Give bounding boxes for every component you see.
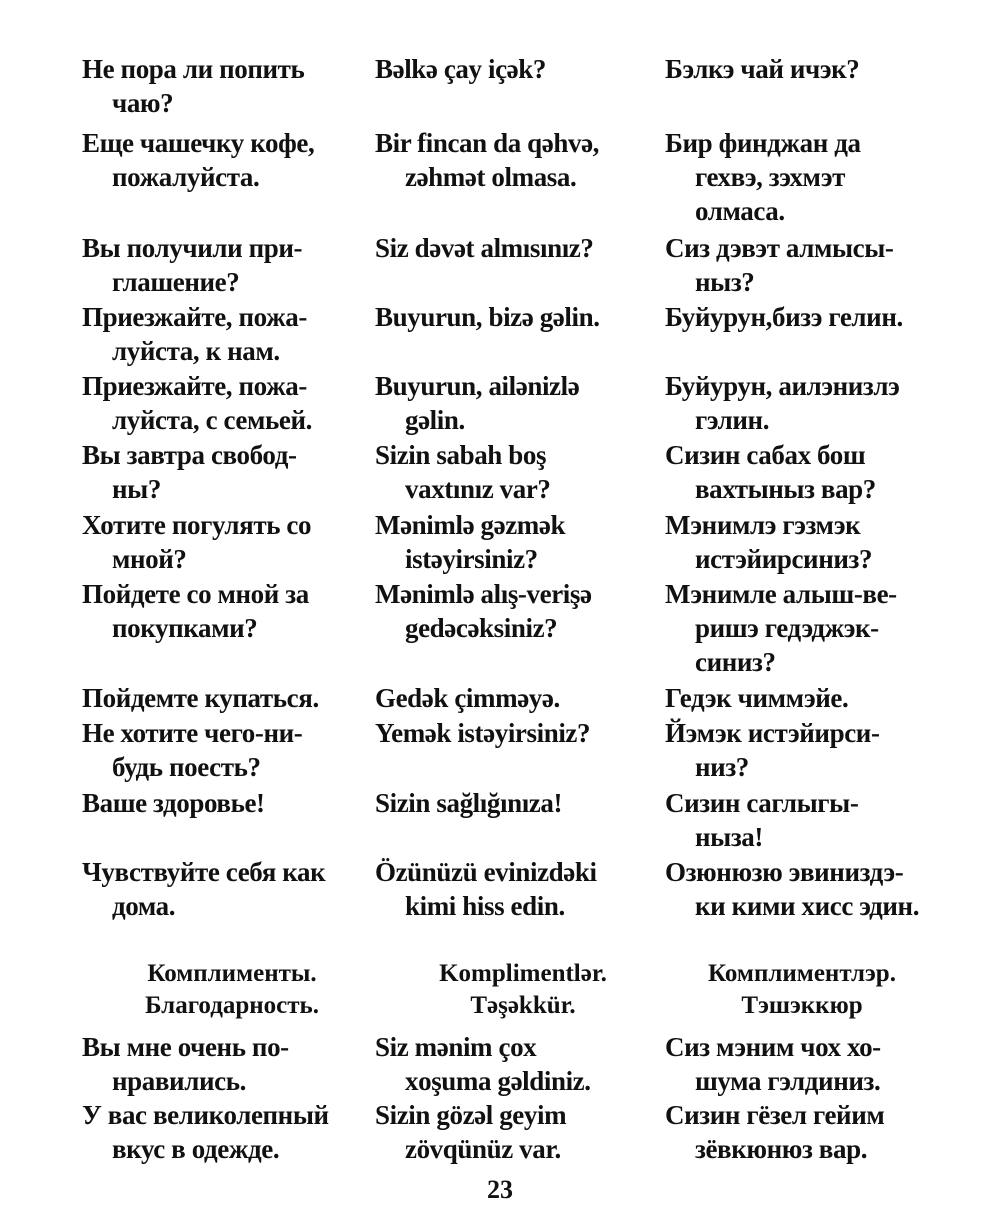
phrase-russian [82,52,304,120]
phrase-line: Сиз дэвэт алмысы- [665,233,894,263]
phrase-line: Вы завтра свобод- [82,440,297,470]
section-heading-az-cyrillic [662,958,942,1022]
phrase-azerbaijani-latin [375,300,600,334]
phrase-azerbaijani-cyrillic [665,1098,884,1166]
heading-line: Благодарность. [144,992,320,1019]
phrase-azerbaijani-latin [375,1030,591,1098]
phrase-azerbaijani-cyrillic [665,231,894,299]
phrase-line: ны? [112,474,161,504]
phrase-russian [82,231,302,299]
phrase-line: Еще чашечку кофе, [82,128,315,158]
phrase-line: Йэмэк истэйирси- [665,718,880,748]
phrase-line: Приезжайте, пожа- [82,302,307,332]
heading-line: Təşəkkür. [470,992,576,1019]
phrase-line: ки кими хисс эдин. [695,891,920,921]
phrase-line: вкус в одежде. [112,1134,280,1164]
phrase-line: луйста, с семьей. [112,405,312,435]
heading-line: Комплиментлэр. [708,960,896,987]
phrase-line: Sizin sağlığınıza! [375,788,563,818]
phrase-line: гехвэ, зэхмэт [695,162,846,192]
phrase-line: зёвкюнюз вар. [695,1134,868,1164]
phrase-russian [82,508,311,576]
phrase-line: нравились. [112,1066,246,1096]
phrase-line: Приезжайте, пожа- [82,371,307,401]
phrase-line: istəyirsiniz? [405,544,538,574]
phrase-russian [82,786,265,820]
phrase-line: Sizin sabah boş [375,440,547,470]
phrase-line: Mənimlə gəzmək [375,510,566,540]
phrase-azerbaijani-cyrillic [665,300,903,334]
phrase-line: Сиз мэним чох хо- [665,1032,881,1062]
phrase-azerbaijani-latin [375,231,593,265]
phrase-azerbaijani-latin [375,52,546,86]
phrase-line: Чувствуйте себя как [82,857,326,887]
phrase-line: gedəcəksiniz? [405,613,558,643]
phrase-azerbaijani-latin [375,855,597,923]
phrase-line: Buyurun, bizə gəlin. [375,302,600,332]
phrase-azerbaijani-cyrillic [665,1030,881,1098]
phrase-line: Хотите погулять со [82,510,312,540]
phrase-line: Gedək çimməyə. [375,683,560,713]
phrase-russian [82,300,307,368]
phrase-line: Мэнимле алыш-ве- [665,579,897,609]
phrase-azerbaijani-cyrillic [665,716,880,784]
phrase-azerbaijani-latin [375,126,599,194]
phrase-russian [82,438,297,506]
phrase-line: Буйурун, аилэнизлэ [665,371,900,401]
phrase-line: Сизин саглыгы- [665,788,859,818]
phrase-line: Ваше здоровье! [82,788,265,818]
phrase-line: истэйирсиниз? [695,544,873,574]
phrase-russian [82,1098,329,1166]
phrase-line: синиз? [695,647,776,677]
phrase-line: У вас великолепный [82,1100,329,1130]
section-heading-az-latin [383,958,663,1022]
phrase-line: покупками? [112,613,258,643]
heading-line: Тэшэккюр [741,992,863,1019]
phrase-line: xoşuma gəldiniz. [405,1066,591,1096]
phrase-line: vaxtınız var? [405,474,551,504]
phrase-azerbaijani-cyrillic [665,438,876,506]
phrase-line: Mənimlə alış-verişə [375,579,592,609]
phrase-azerbaijani-cyrillic [665,855,919,923]
phrase-azerbaijani-latin [375,1098,566,1166]
phrase-line: ныз? [695,267,755,297]
phrase-russian [82,369,312,437]
phrase-russian [82,716,302,784]
phrase-line: Пойдете со мной за [82,579,309,609]
phrase-line: Bir fincan da qəhvə, [375,128,600,158]
phrase-line: вахтыныз вар? [695,474,876,504]
phrase-azerbaijani-latin [375,681,560,715]
phrase-line: zəhmət olmasa. [405,162,577,192]
phrase-line: Özünüzü evinizdəki [375,857,597,887]
phrase-line: Сизин сабах бош [665,440,866,470]
phrase-line: олмаса. [695,196,785,226]
phrase-line: чаю? [112,88,174,118]
phrase-azerbaijani-cyrillic [665,577,897,679]
phrase-line: низ? [695,752,749,782]
phrase-line: Бэлкэ чай ичэк? [665,54,860,84]
phrase-russian [82,577,309,645]
phrase-azerbaijani-latin [375,786,562,820]
phrase-line: Siz dəvət almısınız? [375,233,594,263]
phrase-line: пожалуйста. [112,162,260,192]
phrase-line: Вы получили при- [82,233,303,263]
phrase-line: ныза! [695,822,763,852]
phrase-azerbaijani-latin [375,369,579,437]
phrase-line: Yemək istəyirsiniz? [375,718,591,748]
phrase-russian [82,855,325,923]
phrase-azerbaijani-cyrillic [665,508,872,576]
section-heading-ru [92,958,372,1022]
phrase-azerbaijani-latin [375,438,551,506]
phrase-russian [82,1030,289,1098]
phrase-line: Гедэк чиммэйе. [665,683,849,713]
phrase-azerbaijani-latin [375,508,565,576]
phrase-line: ришэ гедэджэк- [695,613,879,643]
phrase-azerbaijani-cyrillic [665,369,899,437]
phrase-line: гэлин. [695,405,770,435]
phrase-line: Пойдемте купаться. [82,683,319,713]
phrase-line: шума гэлдиниз. [695,1066,881,1096]
phrase-line: луйста, к нам. [112,336,280,366]
heading-line: Комплименты. [147,960,317,987]
phrase-line: Sizin gözəl geyim [375,1100,567,1130]
phrase-russian [82,681,319,715]
phrase-line: будь поесть? [112,752,261,782]
phrase-azerbaijani-cyrillic [665,126,861,228]
phrase-line: Siz mənim çox [375,1032,537,1062]
phrase-line: Буйурун,бизэ гелин. [665,302,903,332]
phrase-line: Не пора ли попить [82,54,305,84]
phrase-azerbaijani-latin [375,716,590,750]
phrase-line: Бир финджан да [665,128,861,158]
phrase-line: Вы мне очень по- [82,1032,289,1062]
page-number: 23 [487,1175,513,1204]
phrase-line: gəlin. [405,405,465,435]
phrase-azerbaijani-cyrillic [665,786,858,854]
phrase-azerbaijani-cyrillic [665,681,848,715]
phrase-line: Мэнимлэ гэзмэк [665,510,861,540]
phrase-russian [82,126,314,194]
heading-line: Komplimentlər. [439,960,607,987]
phrase-line: Не хотите чего-ни- [82,718,303,748]
phrase-line: глашение? [112,267,240,297]
phrase-azerbaijani-cyrillic [665,52,859,86]
phrase-line: Озюнюзю эвиниздэ- [665,857,904,887]
phrase-line: Buyurun, ailənizlə [375,371,580,401]
phrase-azerbaijani-latin [375,577,592,645]
phrase-line: дома. [112,891,176,921]
phrase-line: kimi hiss edin. [405,891,565,921]
phrase-line: zövqünüz var. [405,1134,561,1164]
phrase-line: Bəlkə çay içək? [375,54,546,84]
phrase-line: Сизин гёзел гейим [665,1100,885,1130]
phrase-line: мной? [112,544,187,574]
